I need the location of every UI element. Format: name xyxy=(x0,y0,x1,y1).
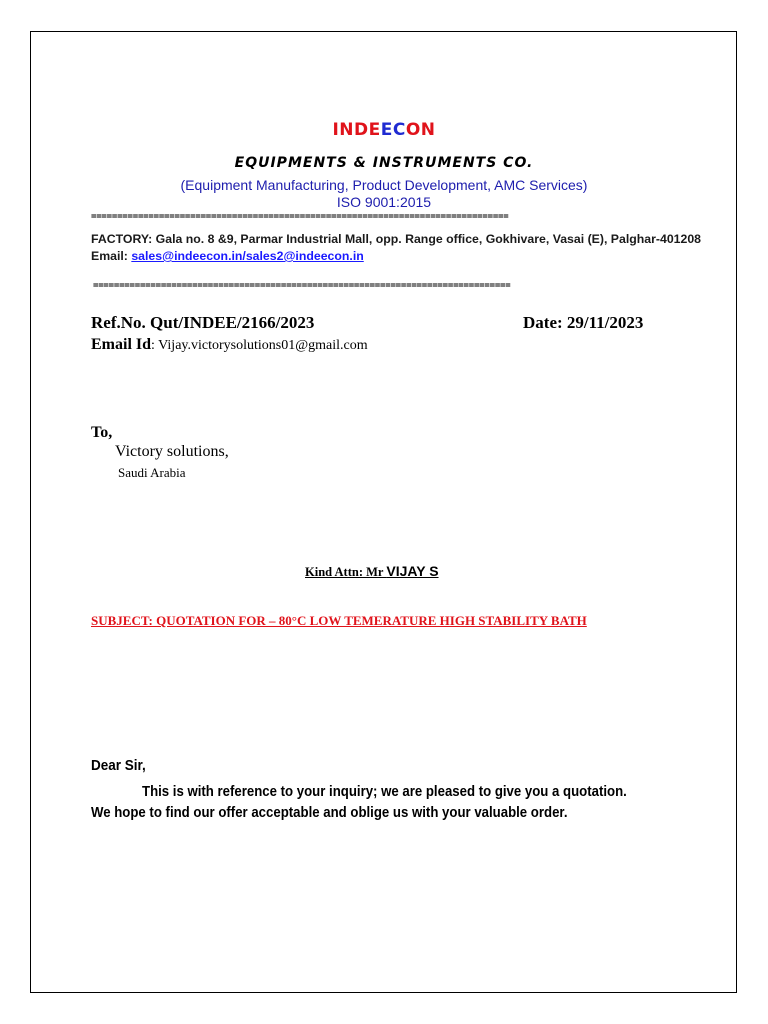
factory-address xyxy=(91,231,711,265)
attention-label: Kind Attn: Mr xyxy=(305,565,387,579)
factory-email-link[interactable]: sales@indeecon.in/sales2@indeecon.in xyxy=(131,249,364,263)
logo-text-blue: EC xyxy=(380,120,406,140)
company-logo xyxy=(0,120,768,140)
email-row xyxy=(91,336,368,354)
recipient-name: Victory solutions, xyxy=(115,443,229,460)
salutation: Dear Sir, xyxy=(91,757,146,774)
email-value: : Vijay.victorysolutions01@gmail.com xyxy=(151,338,368,353)
company-name: EQUIPMENTS & INSTRUMENTS CO. xyxy=(234,155,534,171)
letter-body-line-1: This is with reference to your inquiry; we are pleased to give you a quotation. xyxy=(142,783,627,800)
letter-body-line-2: We hope to find our offer acceptable and oblige us with your valuable order. xyxy=(91,804,568,821)
iso-certification: ISO 9001:2015 xyxy=(336,194,432,210)
company-services: (Equipment Manufacturing, Product Development, AMC Services) xyxy=(180,177,588,193)
kind-attention xyxy=(305,563,439,580)
recipient-country: Saudi Arabia xyxy=(118,465,186,480)
page-border xyxy=(30,31,737,993)
factory-address-text: FACTORY: Gala no. 8 &9, Parmar Industrial Mall, opp. Range office, Gokhivare, Vasai (E), Palghar-401208 Email: xyxy=(91,232,702,263)
email-label: Email Id xyxy=(91,336,152,353)
header-divider-top: ================================================================================ xyxy=(91,212,509,222)
attention-name: VIJAY S xyxy=(386,563,439,579)
header-divider-bottom: ================================================================================ xyxy=(93,281,511,291)
to-label: To, xyxy=(91,424,113,441)
reference-number: Ref.No. Qut/INDEE/2166/2023 xyxy=(91,313,315,332)
logo-text-red-start: INDE xyxy=(332,120,381,140)
logo-text-red-end: ON xyxy=(405,120,436,140)
subject-line: SUBJECT: QUOTATION FOR – 80°C LOW TEMERATURE HIGH STABILITY BATH xyxy=(91,613,587,628)
letter-date: Date: 29/11/2023 xyxy=(523,313,644,332)
